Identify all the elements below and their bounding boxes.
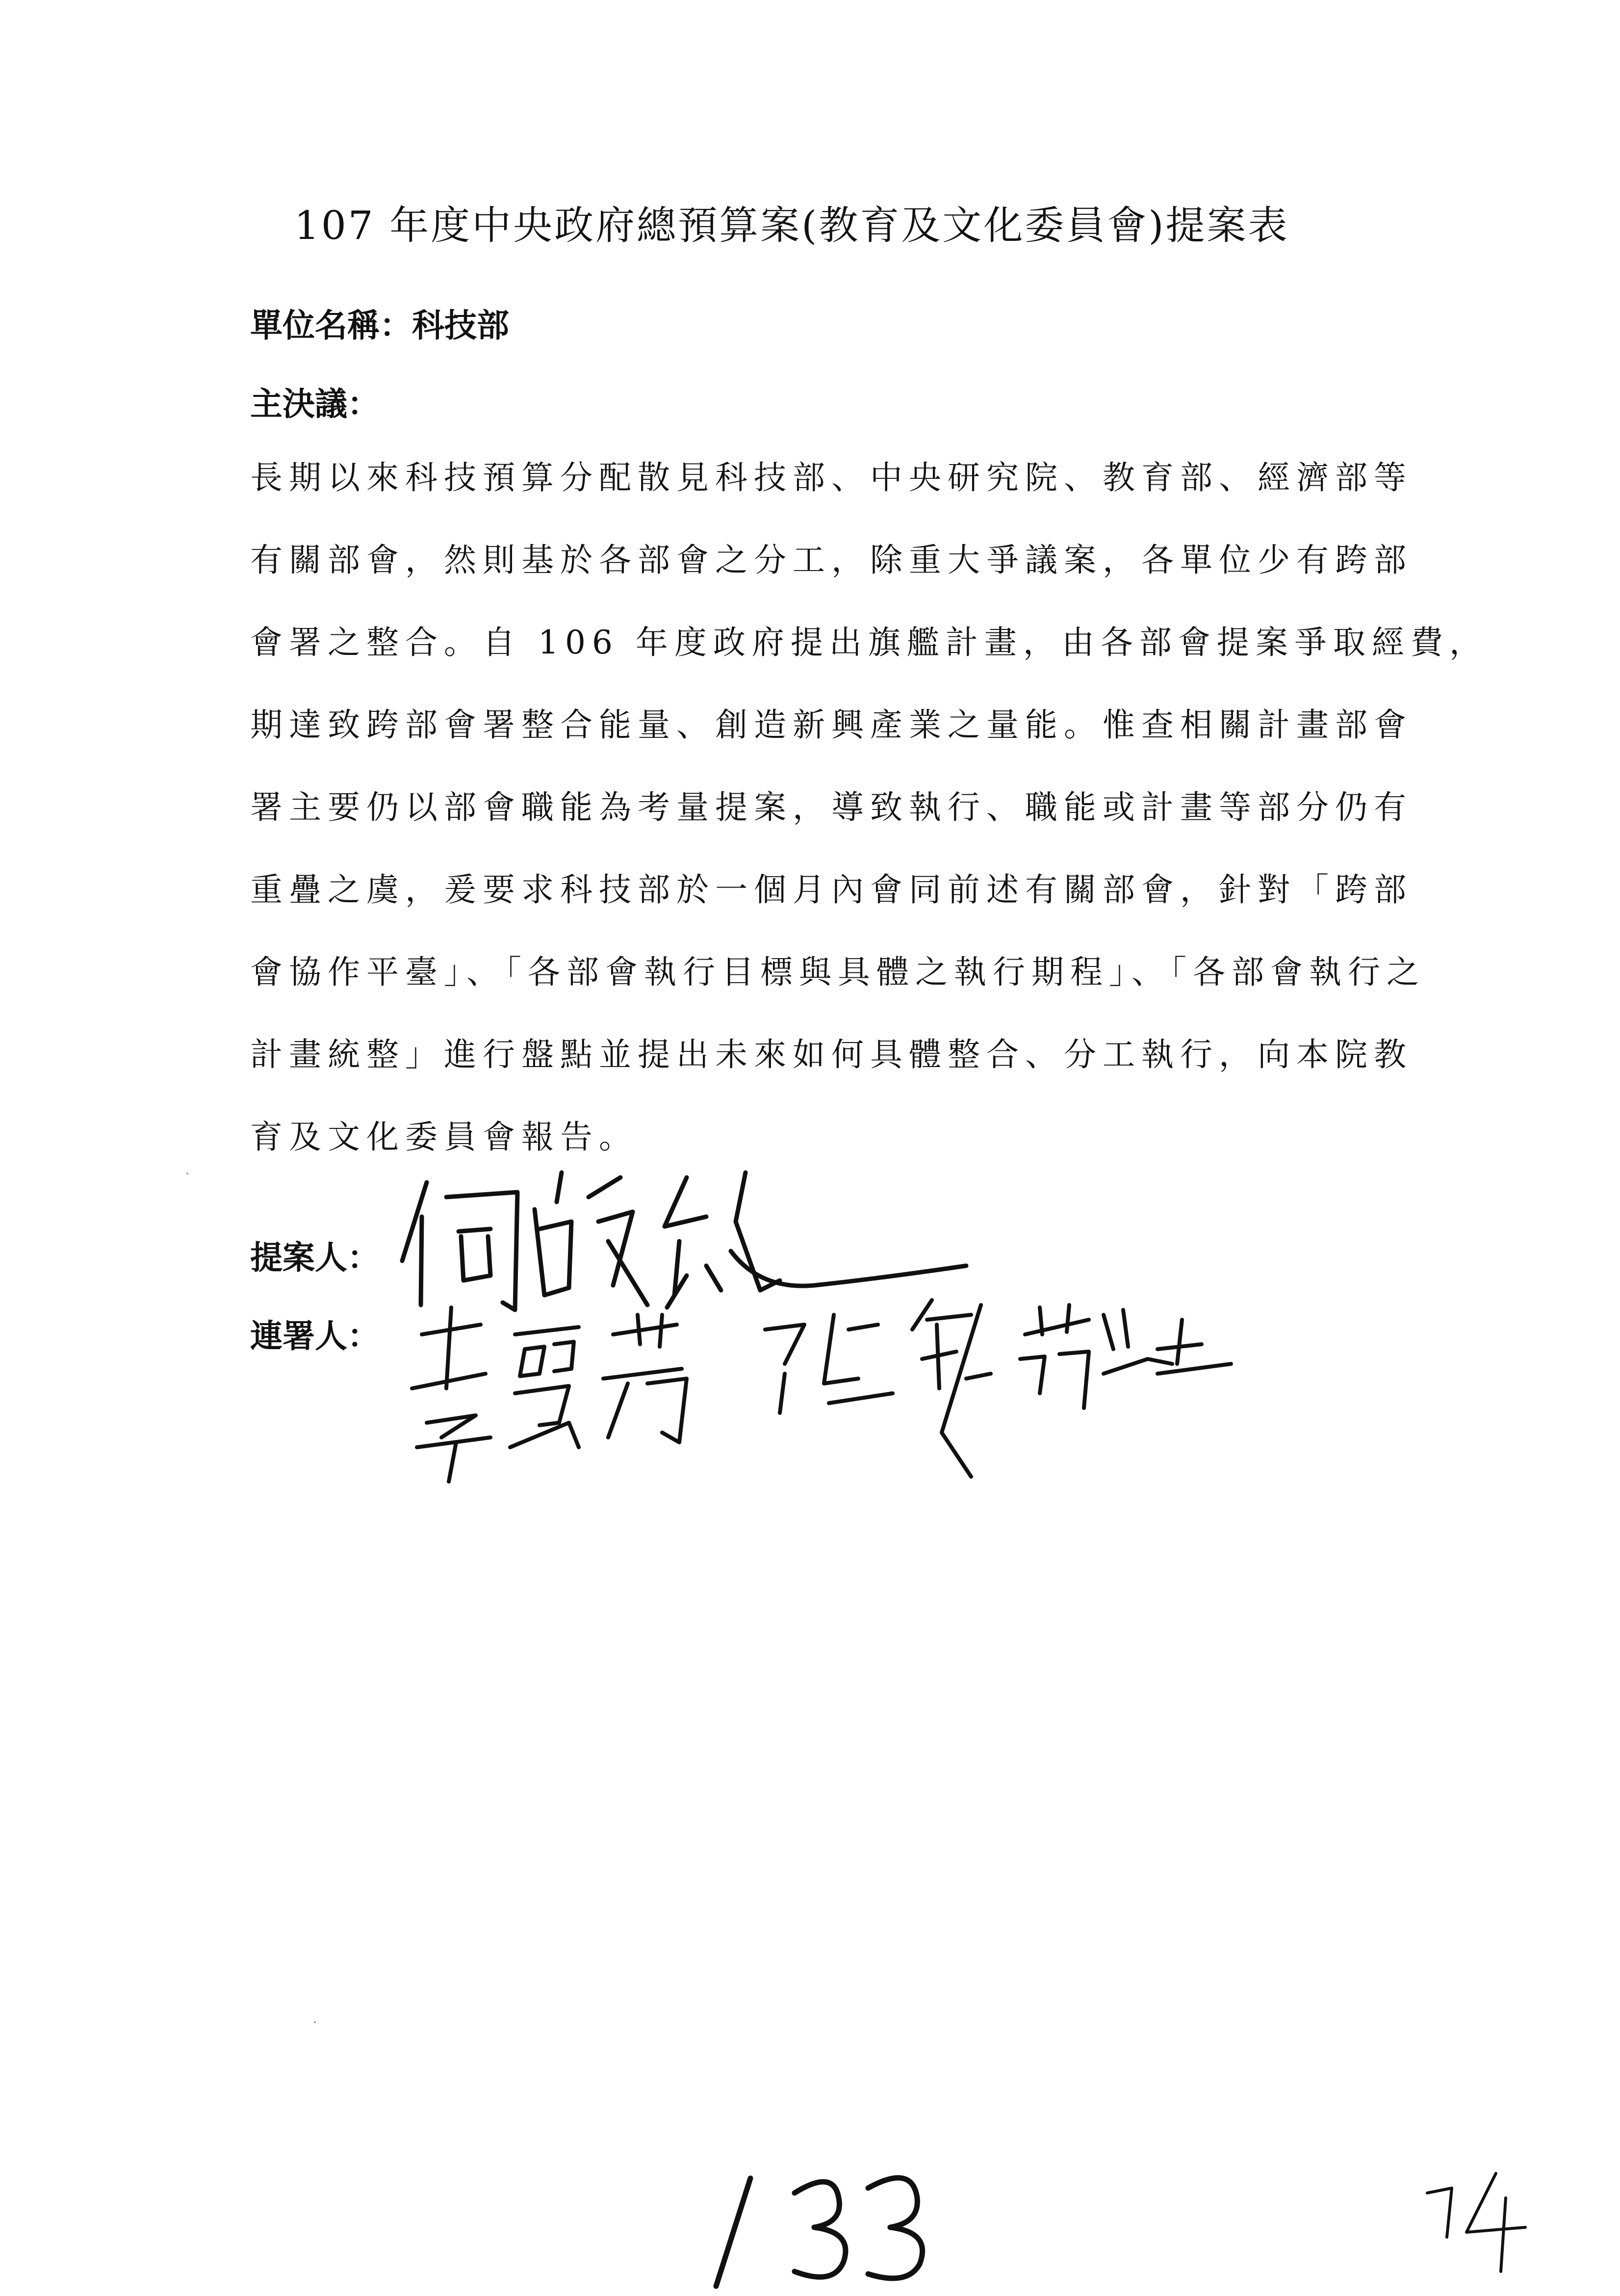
body-line: 期達致跨部會署整合能量、創造新興產業之量能。惟查相關計畫部會 xyxy=(250,706,1413,744)
unit-value: 科技部 xyxy=(412,307,509,344)
resolution-body xyxy=(250,437,1488,1178)
body-line: 會協作平臺」、「各部會執行目標與具體之執行期程」、「各部會執行之 xyxy=(250,953,1425,991)
document-title: 107 年度中央政府總預算案(教育及文化委員會)提案表 xyxy=(294,203,1289,248)
resolution-label: 主決議： xyxy=(250,385,380,423)
body-line: 長期以來科技預算分配散見科技部、中央研究院、教育部、經濟部等 xyxy=(250,459,1413,496)
handwritten-sheet-mark xyxy=(1413,2159,1540,2276)
body-line: 育及文化委員會報告。 xyxy=(250,1118,638,1156)
unit-field xyxy=(250,299,509,346)
scan-speck xyxy=(314,2021,316,2023)
scan-speck xyxy=(186,1173,188,1174)
body-line: 會署之整合。自 106 年度政府提出旗艦計畫，由各部會提案爭取經費， xyxy=(250,624,1488,661)
body-line: 重疊之虞，爰要求科技部於一個月內會同前述有關部會，針對「跨部 xyxy=(250,871,1413,909)
cosigner-label: 連署人： xyxy=(250,1317,380,1355)
body-line: 署主要仍以部會職能為考量提案，導致執行、職能或計畫等部分仍有 xyxy=(250,788,1413,826)
unit-label: 單位名稱： xyxy=(250,307,412,344)
cosigner-signatures xyxy=(392,1261,1275,1487)
handwritten-page-number xyxy=(696,2159,951,2296)
body-line: 計畫統整」進行盤點並提出未來如何具體整合、分工執行，向本院教 xyxy=(250,1036,1413,1073)
proposer-label: 提案人： xyxy=(250,1239,380,1277)
body-line: 有關部會，然則基於各部會之分工，除重大爭議案，各單位少有跨部 xyxy=(250,541,1413,579)
